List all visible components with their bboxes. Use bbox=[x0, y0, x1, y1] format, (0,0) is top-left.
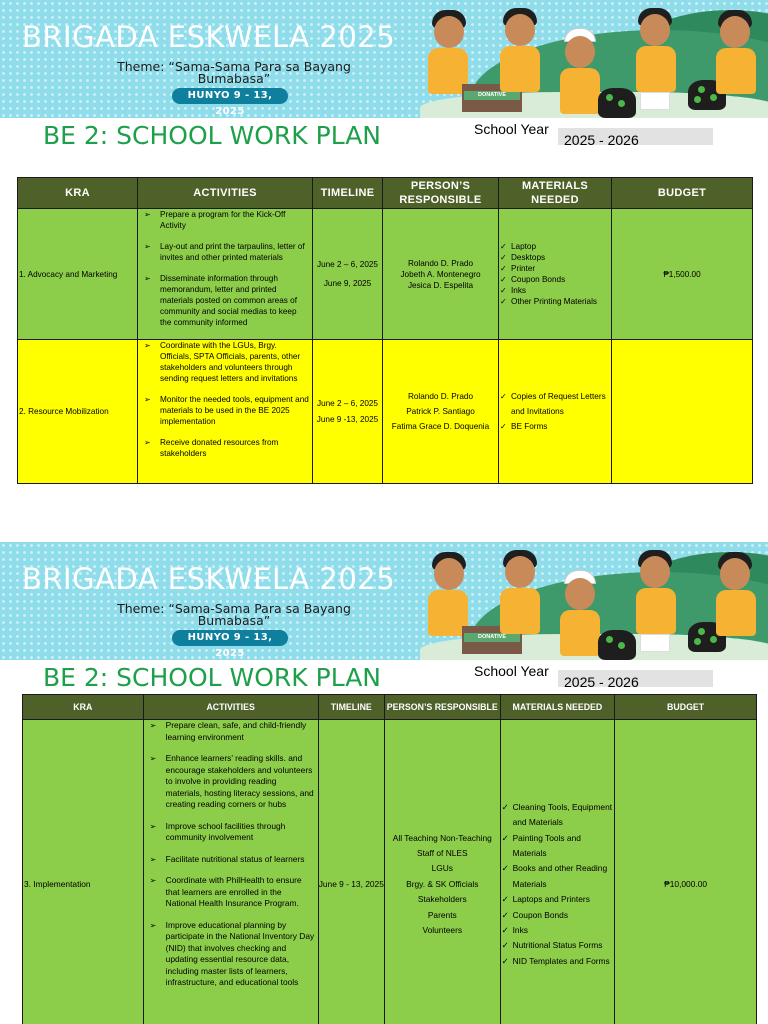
plan-title: BE 2: SCHOOL WORK PLAN bbox=[43, 663, 382, 692]
school-year-label: School Year bbox=[474, 121, 549, 137]
materials-cell bbox=[500, 720, 615, 1024]
material-item: ✓ Nutritional Status Forms bbox=[502, 938, 615, 953]
material-item: ✓ Other Printing Materials bbox=[500, 296, 611, 307]
person-name: Jobeth A. Montenegro bbox=[400, 269, 481, 279]
table-row bbox=[23, 720, 757, 1024]
theme-line: Theme: “Sama-Sama Para sa Bayang bbox=[117, 601, 351, 616]
material-item: ✓ Painting Tools and Materials bbox=[502, 831, 615, 862]
material-item: ✓ Desktops bbox=[500, 252, 611, 263]
person-name: Jesica D. Espelita bbox=[407, 280, 474, 290]
material-item: ✓ Copies of Request Letters and Invitations bbox=[500, 389, 611, 419]
work-plan-table bbox=[22, 694, 757, 1024]
kra-cell: 2. Resource Mobilization bbox=[18, 340, 138, 484]
budget-cell bbox=[612, 340, 753, 484]
page-gap bbox=[0, 498, 768, 542]
material-item: ✓ Inks bbox=[502, 923, 615, 938]
person-name: LGUs bbox=[431, 863, 453, 874]
budget-cell: ₱10,000.00 bbox=[615, 720, 757, 1024]
activity-item: ➢ Monitor the needed tools, equipment and materials to be used in the BE 2025 implementation bbox=[144, 394, 309, 427]
trash-bag-icon bbox=[598, 88, 636, 118]
banner-theme bbox=[104, 61, 364, 85]
material-item: ✓ Laptop bbox=[500, 241, 611, 252]
activities-cell bbox=[143, 720, 318, 1024]
kra-cell: 1. Advocacy and Marketing bbox=[18, 209, 138, 340]
person-name: All Teaching Non-Teaching bbox=[392, 832, 492, 843]
timeline-entry: June 2 – 6, 2025 bbox=[316, 260, 378, 269]
brigada-banner bbox=[0, 542, 768, 660]
theme-line: Theme: “Sama-Sama Para sa Bayang bbox=[117, 59, 351, 74]
work-plan-table bbox=[17, 177, 753, 484]
column-header: TIMELINE bbox=[318, 695, 384, 720]
activity-item: ➢ Disseminate information through memorandum, letter and printed materials posted on common areas of community and social medias to keep the community informed bbox=[144, 273, 309, 328]
timeline-cell bbox=[313, 340, 383, 484]
kra-cell: 3. Implementation bbox=[23, 720, 144, 1024]
activity-item: ➢ Coordinate with PhilHealth to ensure that learners are enrolled in the National Health Insurance Program. bbox=[150, 875, 315, 910]
activity-item: ➢ Improve educational planning by participate in the National Inventory Day (NID) that involves checking and updating essential resource data, including master lists of learners, infrastructure, and educational tools bbox=[150, 920, 315, 989]
activities-cell bbox=[138, 209, 313, 340]
budget-cell: ₱1,500.00 bbox=[612, 209, 753, 340]
person-name: Rolando D. Prado bbox=[407, 392, 474, 401]
table-header-row bbox=[18, 178, 753, 209]
school-year-label: School Year bbox=[474, 663, 549, 679]
person-name: Rolando D. Prado bbox=[407, 258, 474, 268]
persons-cell bbox=[383, 209, 499, 340]
school-year-value: 2025 - 2026 bbox=[564, 674, 639, 690]
material-item: ✓ Coupon Bonds bbox=[500, 274, 611, 285]
material-item: ✓ Printer bbox=[500, 263, 611, 274]
timeline-cell: June 9 - 13, 2025 bbox=[318, 720, 384, 1024]
column-header: PERSON’S RESPONSIBLE bbox=[383, 178, 499, 209]
person-name: Parents bbox=[427, 909, 457, 920]
material-item: ✓ BE Forms bbox=[500, 419, 611, 434]
theme-line: Bumabasa” bbox=[197, 71, 271, 86]
activity-item: ➢ Prepare clean, safe, and child-friendly learning environment bbox=[150, 720, 315, 743]
person-name: Patrick P. Santiago bbox=[406, 407, 475, 416]
materials-cell bbox=[499, 340, 612, 484]
brigada-banner bbox=[0, 0, 768, 118]
banner-theme bbox=[104, 603, 364, 627]
material-item: ✓ Cleaning Tools, Equipment and Materials bbox=[502, 800, 615, 831]
table-row bbox=[18, 209, 753, 340]
activity-item: ➢ Prepare a program for the Kick-Off Activity bbox=[144, 209, 309, 231]
column-header: PERSON’S RESPONSIBLE bbox=[384, 695, 500, 720]
school-year-field bbox=[558, 128, 713, 148]
person-name: Brgy. & SK Officials bbox=[406, 878, 479, 889]
column-header: BUDGET bbox=[612, 178, 753, 209]
activity-item: ➢ Coordinate with the LGUs, Brgy. Officials, SPTA Officials, parents, other stakeholders and volunteers through sending request letters and invitations bbox=[144, 340, 309, 384]
trash-bag-icon bbox=[598, 630, 636, 660]
material-item: ✓ Inks bbox=[500, 285, 611, 296]
plan-title: BE 2: SCHOOL WORK PLAN bbox=[43, 121, 382, 150]
activity-item: ➢ Facilitate nutritional status of learners bbox=[150, 854, 315, 866]
person-name: Staff of NLES bbox=[416, 847, 468, 858]
column-header: ACTIVITIES bbox=[143, 695, 318, 720]
banner-date-pill: HUNYO 9 - 13, 2025 bbox=[172, 630, 288, 646]
material-item: ✓ Laptops and Printers bbox=[502, 892, 615, 907]
material-item: ✓ Books and other Reading Materials bbox=[502, 861, 615, 892]
school-year-value: 2025 - 2026 bbox=[564, 132, 639, 148]
donation-box-icon: DONATIVE bbox=[462, 84, 522, 112]
materials-cell bbox=[499, 209, 612, 340]
column-header: KRA bbox=[18, 178, 138, 209]
timeline-entry: June 9, 2025 bbox=[323, 279, 372, 288]
school-year-field bbox=[558, 670, 713, 690]
activity-item: ➢ Lay-out and print the tarpaulins, letter of invites and other printed materials bbox=[144, 241, 309, 263]
banner-title: BRIGADA ESKWELA 2025 bbox=[22, 20, 396, 54]
persons-cell bbox=[384, 720, 500, 1024]
activity-item: ➢ Improve school facilities through community involvement bbox=[150, 821, 315, 844]
persons-cell bbox=[383, 340, 499, 484]
activity-item: ➢ Receive donated resources from stakeholders bbox=[144, 437, 309, 459]
activity-item: ➢ Enhance learners’ reading skills. and encourage stakeholders and volunteers to involve in providing reading materials, hosting literacy sessions, and creating reading corners or hubs bbox=[150, 753, 315, 811]
column-header: BUDGET bbox=[615, 695, 757, 720]
column-header: MATERIALS NEEDED bbox=[500, 695, 615, 720]
column-header: KRA bbox=[23, 695, 144, 720]
banner-date-pill: HUNYO 9 - 13, 2025 bbox=[172, 88, 288, 104]
person-name: Fatima Grace D. Doquenia bbox=[391, 422, 490, 431]
material-item: ✓ Coupon Bonds bbox=[502, 908, 615, 923]
activities-cell bbox=[138, 340, 313, 484]
material-item: ✓ NID Templates and Forms bbox=[502, 954, 615, 969]
timeline-entry: June 2 – 6, 2025 bbox=[316, 399, 378, 408]
table-row bbox=[18, 340, 753, 484]
donation-box-icon: DONATIVE bbox=[462, 626, 522, 654]
theme-line: Bumabasa” bbox=[197, 613, 271, 628]
column-header: ACTIVITIES bbox=[138, 178, 313, 209]
timeline-cell bbox=[313, 209, 383, 340]
person-name: Volunteers bbox=[422, 925, 463, 936]
work-plan-page-1 bbox=[0, 0, 768, 498]
person-name: Stakeholders bbox=[417, 894, 467, 905]
column-header: TIMELINE bbox=[313, 178, 383, 209]
table-header-row bbox=[23, 695, 757, 720]
column-header: MATERIALS NEEDED bbox=[499, 178, 612, 209]
banner-title: BRIGADA ESKWELA 2025 bbox=[22, 562, 396, 596]
timeline-entry: June 9 -13, 2025 bbox=[316, 415, 379, 424]
